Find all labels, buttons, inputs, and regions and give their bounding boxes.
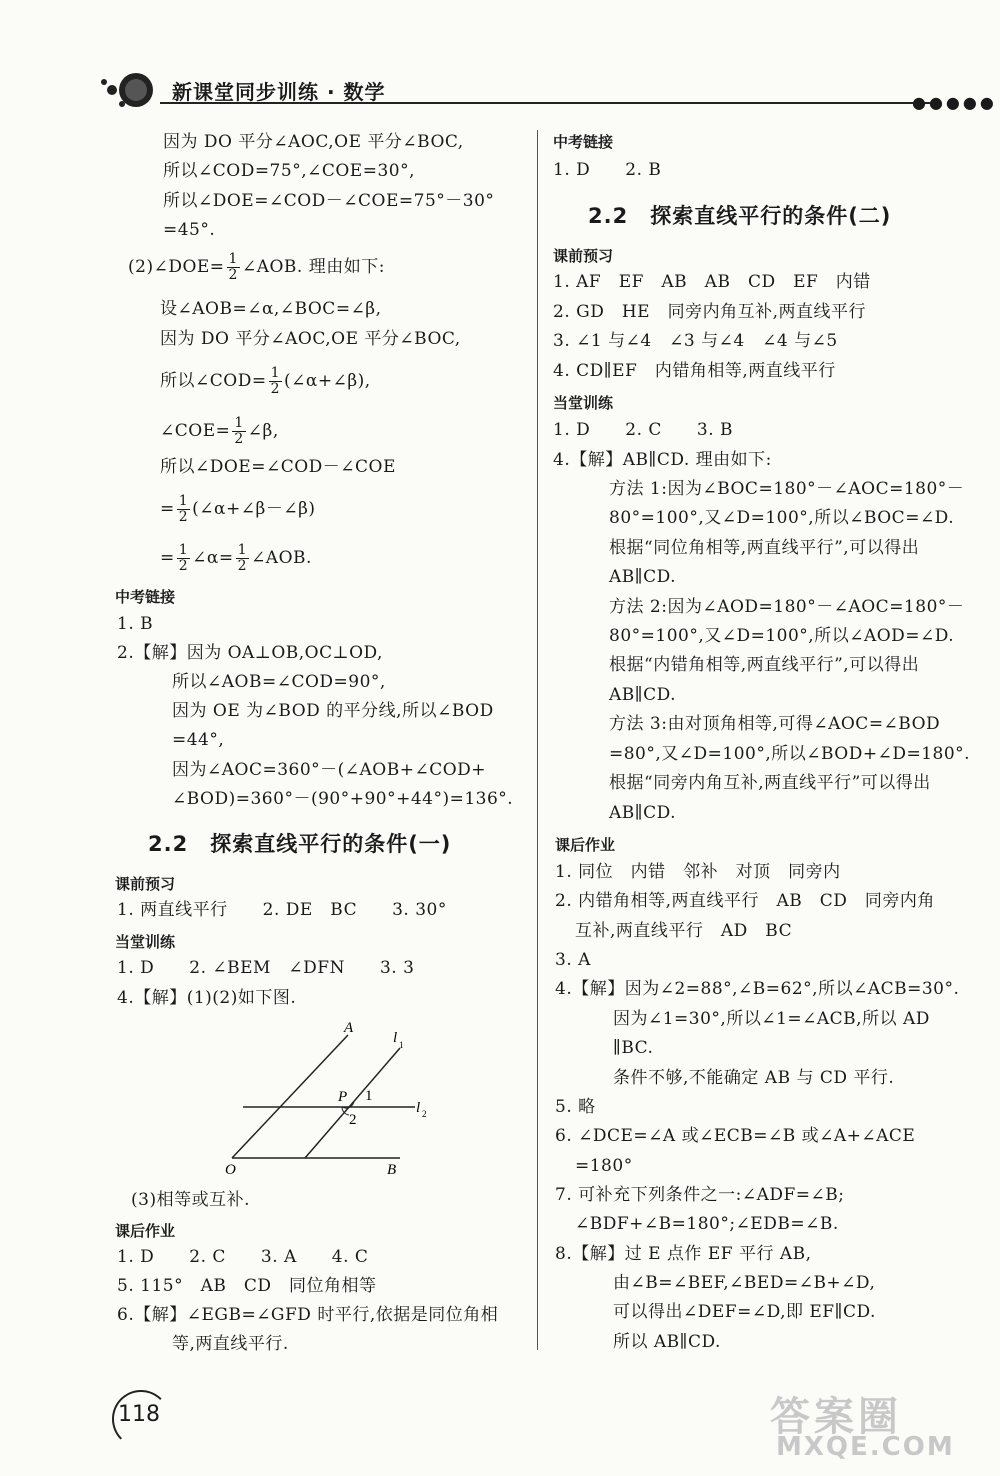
fraction [177, 494, 190, 525]
right-line: 根据“同位角相等,两直线平行”,可以得出 [609, 538, 920, 558]
left-line: (3)相等或互补. [131, 1190, 250, 1210]
label-angle-1: 1 [365, 1088, 373, 1104]
right-line: AB∥CD. [609, 567, 677, 587]
left-line: 1. D 2. C 3. A 4. C [117, 1247, 369, 1267]
line-OA [232, 1035, 348, 1158]
left-line: 设∠AOB=∠α,∠BOC=∠β, [160, 299, 382, 319]
fraction [269, 366, 282, 397]
left-line: 因为 OE 为∠BOD 的平分线,所以∠BOD [172, 701, 494, 721]
text: (∠α+∠β), [283, 371, 371, 391]
right-line: 1. 同位 内错 邻补 对顶 同旁内 [555, 862, 841, 882]
right-line: 根据“同旁内角互补,两直线平行”可以得出 [609, 773, 931, 793]
right-line: 1. D 2. B [553, 160, 662, 180]
fraction [232, 416, 245, 447]
left-line: 1. D 2. ∠BEM ∠DFN 3. 3 [117, 958, 415, 978]
right-line: 1. D 2. C 3. B [553, 420, 734, 440]
left-line-fraction [160, 494, 316, 525]
label-l1: l [393, 1030, 398, 1046]
fraction [236, 543, 249, 574]
right-line: 4.【解】因为∠2=88°,∠B=62°,所以∠ACB=30°. [555, 979, 960, 999]
left-kqyx-heading: 课前预习 [115, 875, 176, 893]
section-title-1: 2.2 探索直线平行的条件(一) [148, 832, 452, 856]
left-line: 2.【解】因为 OA⊥OB,OC⊥OD, [117, 643, 383, 663]
numerator: 1 [270, 365, 280, 381]
label-O: O [225, 1162, 236, 1178]
right-line: 4.【解】AB∥CD. 理由如下: [553, 450, 772, 470]
denominator: 2 [237, 558, 248, 574]
right-line: AB∥CD. [609, 685, 677, 705]
right-line: AB∥CD. [609, 803, 677, 823]
left-line: =45°. [163, 220, 216, 240]
right-line: 因为∠1=30°,所以∠1=∠ACB,所以 AD [613, 1009, 930, 1029]
right-line: 80°=100°,又∠D=100°,所以∠BOC=∠D. [609, 508, 955, 528]
left-line: 因为 DO 平分∠AOC,OE 平分∠BOC, [160, 329, 461, 349]
text: 所以∠COD= [160, 371, 267, 391]
label-A: A [344, 1020, 354, 1036]
text: (2)∠DOE= [128, 257, 225, 277]
right-line: 2. GD HE 同旁内角互补,两直线平行 [553, 302, 866, 322]
right-line: ∠BDF+∠B=180°;∠EDB=∠B. [575, 1214, 839, 1234]
text: = [160, 499, 175, 519]
right-line: 7. 可补充下列条件之一:∠ADF=∠B; [555, 1185, 845, 1205]
right-zhongkao-heading: 中考链接 [553, 133, 614, 151]
numerator: 1 [228, 251, 238, 267]
header-title: 新课堂同步训练 · 数学 [172, 80, 386, 104]
left-line: 所以∠COD=75°,∠COE=30°, [163, 161, 415, 181]
numerator: 1 [178, 493, 189, 509]
left-line-fraction [128, 252, 385, 283]
right-line: 3. A [555, 950, 591, 970]
text: ∠AOB. [251, 548, 312, 568]
left-line: 因为∠AOC=360°－(∠AOB+∠COD+ [172, 760, 487, 780]
left-line: 所以∠DOE=∠COD－∠COE=75°－30° [163, 191, 495, 211]
left-line-fraction [160, 366, 371, 397]
numerator: 1 [234, 415, 244, 431]
right-line: 8.【解】过 E 点作 EF 平行 AB, [555, 1244, 812, 1264]
text: = [160, 548, 175, 568]
right-line: 1. AF EF AB AB CD EF 内错 [553, 272, 871, 292]
label-P: P [338, 1089, 348, 1105]
denominator: 2 [228, 267, 238, 283]
right-line: 5. 略 [555, 1097, 596, 1117]
numerator: 1 [237, 542, 248, 558]
section-title-2: 2.2 探索直线平行的条件(二) [588, 204, 892, 228]
right-line: 方法 2:因为∠AOD=180°－∠AOC=180°－ [609, 597, 965, 617]
left-line: 5. 115° AB CD 同位角相等 [117, 1276, 377, 1296]
left-line-fraction [160, 416, 279, 447]
right-line: 条件不够,不能确定 AB 与 CD 平行. [613, 1068, 895, 1088]
text: ∠COE= [160, 421, 231, 441]
right-line: 方法 1:因为∠BOC=180°－∠AOC=180°－ [609, 479, 965, 499]
fraction [177, 543, 190, 574]
left-zhongkao-heading: 中考链接 [115, 588, 176, 606]
right-line: 可以得出∠DEF=∠D,即 EF∥CD. [613, 1302, 876, 1322]
denominator: 2 [178, 558, 189, 574]
left-line: 因为 DO 平分∠AOC,OE 平分∠BOC, [163, 132, 464, 152]
left-line: 6.【解】∠EGB=∠GFD 时平行,依据是同位角相 [117, 1305, 499, 1325]
left-line: 1. 两直线平行 2. DE BC 3. 30° [117, 900, 447, 920]
right-line: 互补,两直线平行 AD BC [575, 921, 793, 941]
left-line: 1. B [117, 614, 154, 634]
header-rule [160, 102, 930, 104]
left-line: 等,两直线平行. [172, 1334, 289, 1354]
right-line: 80°=100°,又∠D=100°,所以∠AOD=∠D. [609, 626, 955, 646]
label-angle-2: 2 [349, 1112, 357, 1128]
denominator: 2 [234, 431, 244, 447]
label-l2-sub: 2 [422, 1109, 427, 1119]
left-line: 所以∠AOB=∠COD=90°, [172, 672, 386, 692]
column-divider [537, 130, 538, 1350]
right-line: 2. 内错角相等,两直线平行 AB CD 同旁内角 [555, 891, 935, 911]
text: ∠β, [247, 421, 279, 441]
denominator: 2 [178, 509, 189, 525]
left-dtxl-heading: 当堂训练 [115, 933, 176, 951]
right-khzy-heading: 课后作业 [555, 836, 616, 854]
right-line: 6. ∠DCE=∠A 或∠ECB=∠B 或∠A+∠ACE [555, 1126, 916, 1146]
header-dots: ●●●●● [912, 93, 997, 112]
left-line: ∠BOD)=360°－(90°+90°+44°)=136°. [172, 789, 514, 809]
header-logo-icon [100, 70, 162, 110]
watermark: 答案圈 [770, 1394, 902, 1440]
left-line: 所以∠DOE=∠COD－∠COE [160, 457, 396, 477]
right-kqyx-heading: 课前预习 [553, 247, 614, 265]
right-line: =80°,又∠D=100°,所以∠BOD+∠D=180°. [609, 744, 971, 764]
label-l1-sub: 1 [399, 1040, 404, 1050]
right-line: 4. CD∥EF 内错角相等,两直线平行 [553, 361, 836, 381]
numerator: 1 [178, 542, 189, 558]
right-line: 方法 3:由对顶角相等,可得∠AOC=∠BOD [609, 714, 941, 734]
fraction [227, 252, 240, 283]
label-B: B [387, 1162, 397, 1178]
denominator: 2 [270, 381, 280, 397]
right-line: 3. ∠1 与∠4 ∠3 与∠4 ∠4 与∠5 [553, 331, 838, 351]
left-khzy-heading: 课后作业 [115, 1222, 176, 1240]
left-line: 4.【解】(1)(2)如下图. [117, 988, 297, 1008]
label-l2: l [416, 1100, 421, 1116]
parallel-lines-figure [215, 1018, 455, 1178]
text: ∠α= [192, 548, 234, 568]
left-line-fraction [160, 543, 312, 574]
right-line: 所以 AB∥CD. [613, 1332, 721, 1352]
watermark-url: MXQE.COM [776, 1432, 955, 1462]
text: (∠α+∠β－∠β) [192, 499, 316, 519]
right-line: 由∠B=∠BEF,∠BED=∠B+∠D, [613, 1273, 876, 1293]
right-line: 根据“内错角相等,两直线平行”,可以得出 [609, 655, 920, 675]
text: ∠AOB. 理由如下: [241, 257, 385, 277]
right-line: ∥BC. [613, 1038, 654, 1058]
left-line: =44°, [172, 730, 225, 750]
right-dtxl-heading: 当堂训练 [553, 394, 614, 412]
page-number: 118 [118, 1402, 160, 1427]
right-line: =180° [575, 1156, 633, 1176]
